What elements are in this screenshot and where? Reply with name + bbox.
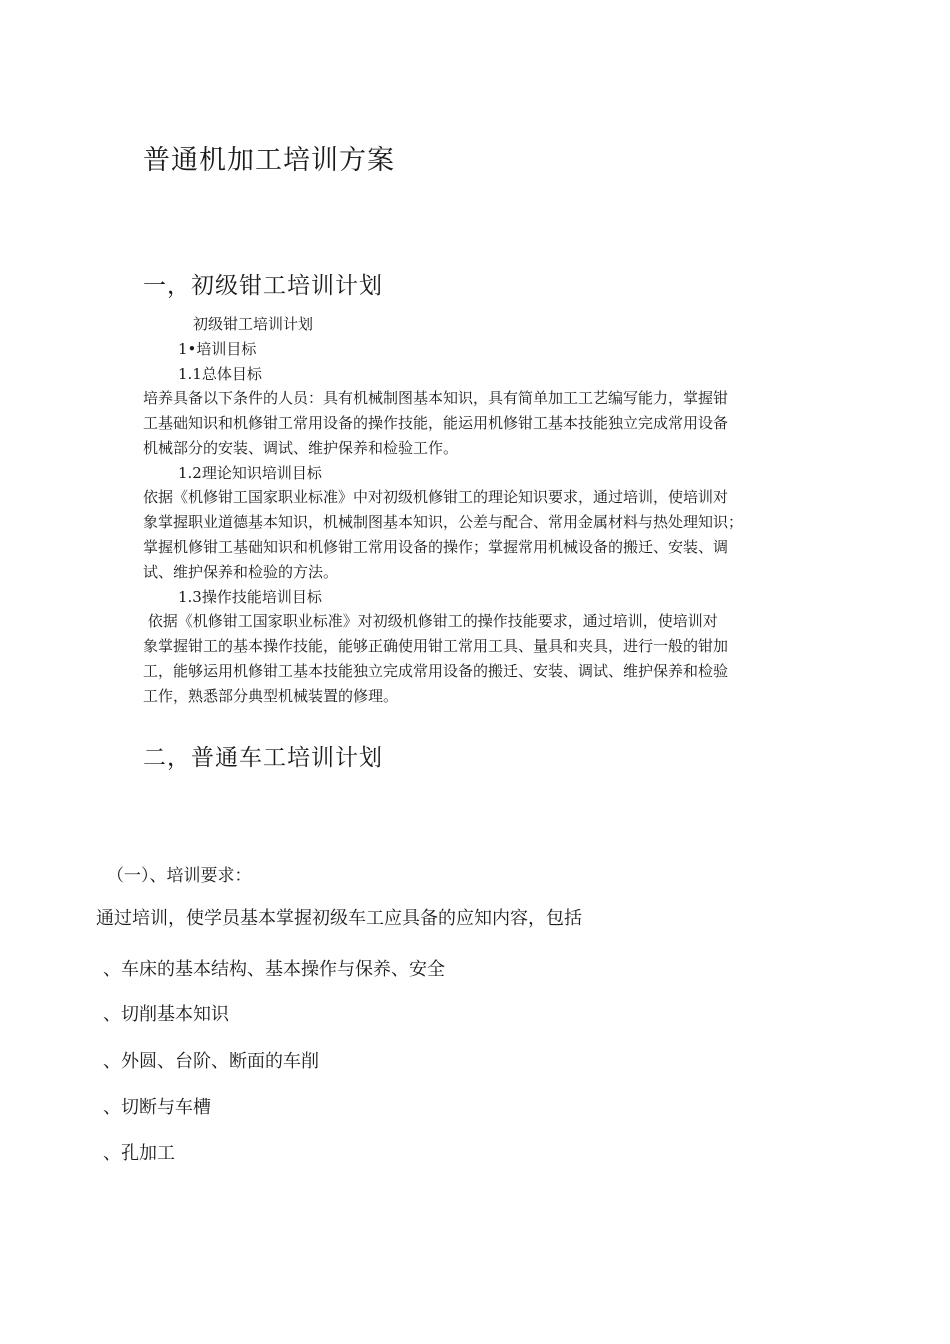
document-title: 普通机加工培训方案 (143, 145, 395, 176)
paragraph-overall-goal (143, 386, 823, 461)
paragraph-line: 培养具备以下条件的人员：具有机械制图基本知识，具有简单加工工艺编写能力，掌握钳 (143, 389, 729, 407)
item-theory-goal: 1.2理论知识培训目标 (178, 464, 322, 482)
paragraph-line: 机械部分的安装、调试、维护保养和检验工作。 (143, 439, 459, 457)
paragraph-line: 依据《机修钳工国家职业标准》中对初级机修钳工的理论知识要求，通过培训，使培训对 (143, 488, 729, 506)
list-item: 、外圆、台阶、断面的车削 (103, 1051, 319, 1072)
list-item: 、切断与车槽 (103, 1097, 211, 1118)
paragraph-line: 掌握机修钳工基础知识和机修钳工常用设备的操作；掌握常用机械设备的搬迁、安装、调 (143, 538, 729, 556)
paragraph-skill-goal (143, 609, 823, 709)
section-heading-lathe: 二，普通车工培训计划 (143, 745, 383, 771)
section-heading-fitter: 一，初级钳工培训计划 (143, 273, 383, 299)
paragraph-line: 象掌握职业道德基本知识，机械制图基本知识，公差与配合、常用金属材料与热处理知识； (143, 513, 744, 531)
paragraph-line: 工，能够运用机修钳工基本技能独立完成常用设备的搬迁、安装、调试、维护保养和检验 (143, 662, 729, 680)
list-item: 、切削基本知识 (103, 1004, 229, 1025)
requirements-heading: （一）、培训要求： (107, 866, 252, 886)
item-overall-goal: 1.1总体目标 (178, 365, 262, 383)
item-skill-goal: 1.3操作技能培训目标 (178, 588, 322, 606)
paragraph-line: 工作，熟悉部分典型机械装置的修理。 (143, 687, 399, 705)
section-subtitle: 初级钳工培训计划 (193, 315, 314, 333)
item-training-goal: 1•培训目标 (178, 340, 257, 358)
list-item: 、车床的基本结构、基本操作与保养、安全 (103, 959, 445, 980)
paragraph-theory-goal (143, 485, 823, 585)
list-item: 、孔加工 (103, 1143, 175, 1164)
requirements-intro: 通过培训，使学员基本掌握初级车工应具备的应知内容，包括 (96, 908, 582, 929)
paragraph-line: 依据《机修钳工国家职业标准》对初级机修钳工的操作技能要求，通过培训，使培训对 (143, 612, 718, 630)
paragraph-line: 试、维护保养和检验的方法。 (143, 563, 339, 581)
paragraph-line: 象掌握钳工的基本操作技能，能够正确使用钳工常用工具、量具和夹具，进行一般的钳加 (143, 637, 729, 655)
paragraph-line: 工基础知识和机修钳工常用设备的操作技能，能运用机修钳工基本技能独立完成常用设备 (143, 414, 729, 432)
